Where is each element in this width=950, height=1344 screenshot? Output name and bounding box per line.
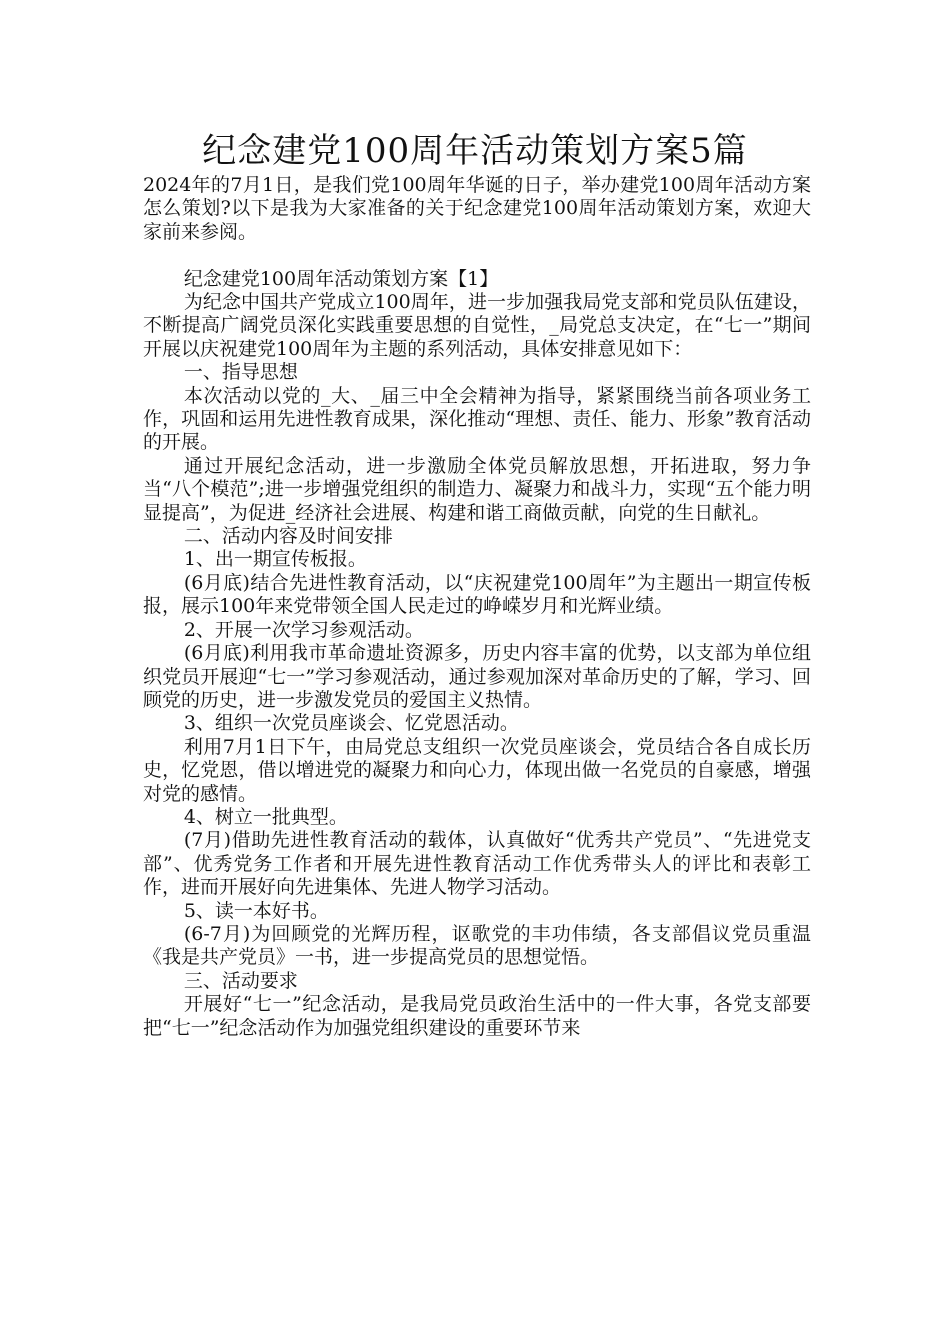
section-heading: 一、指导思想 [183,361,298,384]
document-title: 纪念建党100周年活动策划方案5篇 [202,131,748,171]
body-paragraph: 开展好“七一”纪念活动，是我局党员政治生活中的一件大事，各党支部要把“七一”纪念活动作为加强党组织建设的重要环节来 [143,993,811,1039]
list-item-heading: 1、出一期宣传板报。 [183,548,367,571]
body-paragraph: 为纪念中国共产党成立100周年，进一步加强我局党支部和党员队伍建设，不断提高广阔党员深化实践重要思想的自觉性，_局党总支决定，在“七一”期间开展以庆祝建党100周年为主题的系列活动，具体安排意见如下： [143,291,811,360]
body-paragraph: 利用7月1日下午，由局党总支组织一次党员座谈会，党员结合各自成长历史，忆党恩，借以增进党的凝聚力和向心力，体现出做一名党员的自豪感，增强对党的感情。 [143,735,811,805]
list-item-heading: 5、读一本好书。 [183,899,329,922]
section-heading: 二、活动内容及时间安排 [183,525,393,548]
body-paragraph: 通过开展纪念活动，进一步激励全体党员解放思想，开拓进取，努力争当“八个模范”;进一步增强党组织的制造力、凝聚力和战斗力，实现“五个能力明显提高”，为促进_经济社会进展、构建和谐工商做贡献，向党的生日献礼。 [143,454,811,524]
list-item-heading: 3、组织一次党员座谈会、忆党恩活动。 [183,712,519,735]
body-paragraph: (7月)借助先进性教育活动的载体，认真做好“优秀共产党员”、“先进党支部”、优秀党务工作者和开展先进性教育活动工作优秀带头人的评比和表彰工作，进而开展好向先进集体、先进人物学习活动。 [143,829,811,899]
section-heading: 三、活动要求 [183,969,298,992]
list-item-heading: 2、开展一次学习参观活动。 [183,618,424,641]
section-heading: 纪念建党100周年活动策划方案【1】 [183,267,499,290]
list-item-heading: 4、树立一批典型。 [183,805,348,828]
body-paragraph: (6月底)利用我市革命遗址资源多，历史内容丰富的优势，以支部为单位组织党员开展迎“七一”学习参观活动，通过参观加深对革命历史的了解，学习、回顾党的历史，进一步激发党员的爱国主义热情。 [143,642,811,711]
body-paragraph: (6-7月)为回顾党的光辉历程，讴歌党的丰功伟绩，各支部倡议党员重温《我是共产党员》一书，进一步提高党员的思想觉悟。 [143,922,811,969]
document-body [143,174,811,1040]
body-paragraph: 本次活动以党的_大、_届三中全会精神为指导，紧紧围绕当前各项业务工作，巩固和运用先进性教育成果，深化推动“理想、责任、能力、形象”教育活动的开展。 [143,384,811,454]
intro-paragraph: 2024年的7月1日，是我们党100周年华诞的日子，举办建党100周年活动方案怎么策划?以下是我为大家准备的关于纪念建党100周年活动策划方案，欢迎大家前来参阅。 [143,174,811,243]
body-paragraph: (6月底)结合先进性教育活动，以“庆祝建党100周年”为主题出一期宣传板报，展示100年来党带领全国人民走过的峥嵘岁月和光辉业绩。 [143,571,811,618]
